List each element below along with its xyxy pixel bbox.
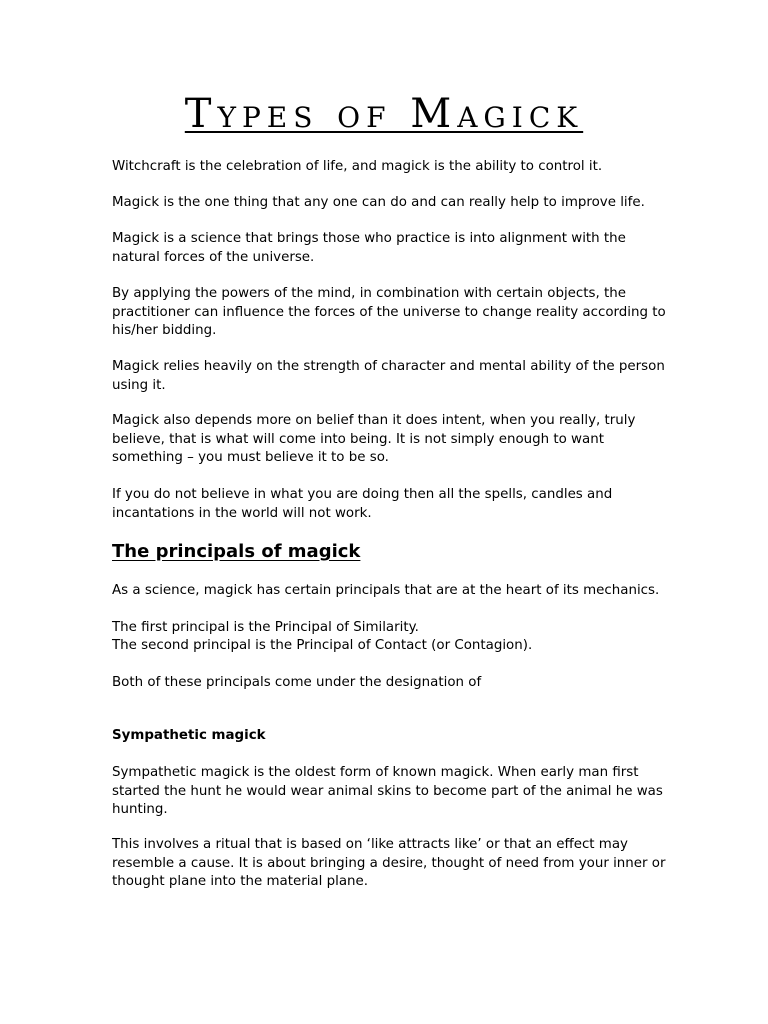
- section-heading: The principals of magick: [112, 541, 361, 562]
- paragraph: The second principal is the Principal of Contact (or Contagion).: [112, 638, 533, 653]
- paragraph: Sympathetic magick is the oldest form of known magick. When early man first started the hunt he would wear animal skins to become part of the animal he was hunting.: [112, 765, 663, 817]
- paragraph: If you do not believe in what you are doing then all the spells, candles and incantations in the world will not work.: [112, 487, 613, 521]
- paragraph: Both of these principals come under the designation of: [112, 675, 482, 690]
- paragraph: By applying the powers of the mind, in combination with certain objects, the practitioner can influence the forces of the universe to change reality according to his/her bidding.: [112, 286, 666, 338]
- paragraph: Witchcraft is the celebration of life, and magick is the ability to control it.: [112, 159, 603, 174]
- paragraph: Magick relies heavily on the strength of character and mental ability of the person using it.: [112, 359, 665, 393]
- document-title: Types of Magick: [184, 91, 584, 137]
- paragraph: This involves a ritual that is based on ‘like attracts like’ or that an effect may resemble a cause. It is about bringing a desire, thought of need from your inner or thought plane into the material plane.: [112, 837, 666, 889]
- paragraph: Magick is a science that brings those who practice is into alignment with the natural forces of the universe.: [112, 231, 626, 265]
- subsection-heading: Sympathetic magick: [112, 728, 266, 743]
- paragraph: The first principal is the Principal of Similarity.: [112, 620, 419, 635]
- paragraph: Magick also depends more on belief than it does intent, when you really, truly believe, that is what will come into being. It is not simply enough to want something – you must believe it to be so.: [112, 413, 636, 465]
- paragraph: Magick is the one thing that any one can do and can really help to improve life.: [112, 195, 645, 210]
- paragraph: As a science, magick has certain principals that are at the heart of its mechanics.: [112, 583, 660, 598]
